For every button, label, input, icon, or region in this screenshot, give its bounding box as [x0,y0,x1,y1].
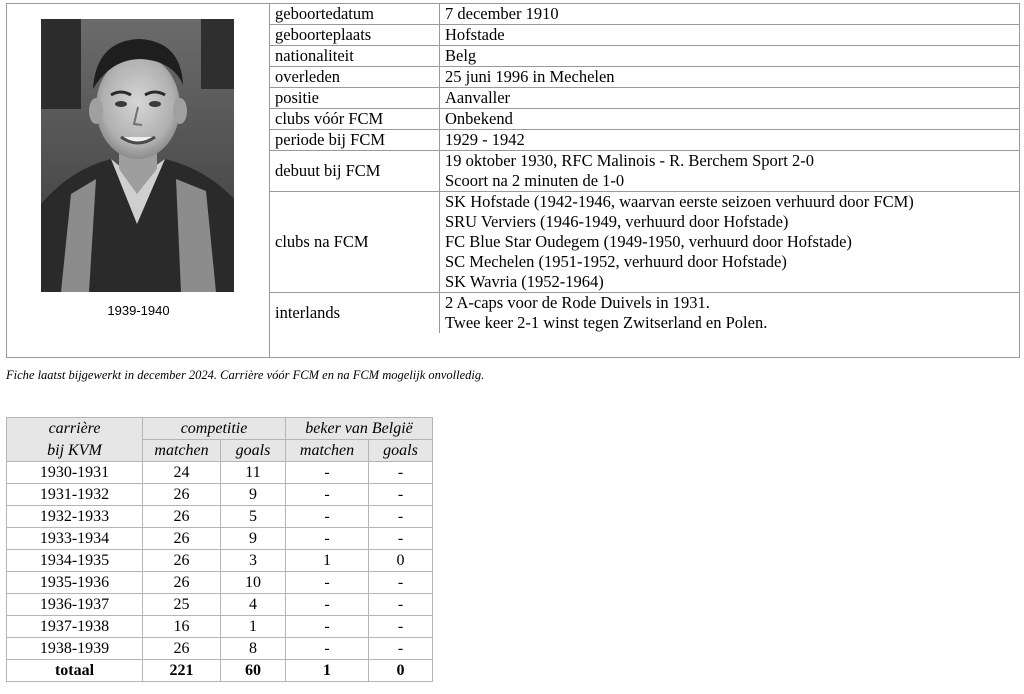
comp-matches-cell: 16 [143,616,221,638]
profile-row-label: clubs na FCM [270,192,440,293]
profile-info-table [270,4,1019,333]
season-cell: 1938-1939 [7,638,143,660]
cup-matches-cell: - [286,594,369,616]
profile-row-label: nationaliteit [270,46,440,67]
comp-goals-cell: 4 [221,594,286,616]
comp-matches-cell: 26 [143,506,221,528]
comp-matches-cell: 24 [143,462,221,484]
profile-row [270,88,1019,109]
profile-value-line: 25 juni 1996 in Mechelen [445,67,615,86]
career-row [7,528,433,550]
player-profile-card [6,3,1020,358]
season-cell: 1930-1931 [7,462,143,484]
profile-value-line: Onbekend [445,109,513,128]
comp-matches-cell: 26 [143,572,221,594]
profile-row-value [440,130,1020,151]
profile-row-label: periode bij FCM [270,130,440,151]
season-cell: 1937-1938 [7,616,143,638]
cup-goals-cell: - [369,638,433,660]
cup-matches-cell: - [286,638,369,660]
profile-row-value [440,67,1020,88]
profile-value-line: SK Wavria (1952-1964) [445,272,604,291]
career-row [7,616,433,638]
profile-value-line: SC Mechelen (1951-1952, verhuurd door Hofstade) [445,252,787,271]
profile-value-line: Belg [445,46,477,65]
cup-matches-cell: - [286,506,369,528]
profile-row-label: geboortedatum [270,4,440,25]
profile-row-label: debuut bij FCM [270,151,440,192]
comp-goals-cell: 1 [221,616,286,638]
season-cell: 1931-1932 [7,484,143,506]
profile-value-line: SRU Verviers (1946-1949, verhuurd door Hofstade) [445,212,789,231]
photo-caption: 1939-1940 [107,303,170,318]
header-competition: competitie [143,418,286,440]
cup-goals-cell: - [369,484,433,506]
profile-row [270,46,1019,67]
career-row [7,462,433,484]
total-comp-matches: 221 [143,660,221,682]
cup-goals-cell: - [369,528,433,550]
profile-row-value [440,109,1020,130]
profile-value-line: Aanvaller [445,88,511,107]
cup-goals-cell: - [369,616,433,638]
career-row [7,594,433,616]
cup-goals-cell: 0 [369,550,433,572]
profile-row-value [440,46,1020,67]
comp-matches-cell: 26 [143,528,221,550]
comp-goals-cell: 10 [221,572,286,594]
profile-row [270,4,1019,25]
profile-row-value [440,25,1020,46]
cup-matches-cell: - [286,616,369,638]
cup-goals-cell: - [369,462,433,484]
player-portrait-image [41,19,234,292]
comp-goals-cell: 8 [221,638,286,660]
profile-value-line: 1929 - 1942 [445,130,525,149]
season-cell: 1936-1937 [7,594,143,616]
profile-row-value [440,192,1020,293]
season-cell: 1935-1936 [7,572,143,594]
profile-value-line: 19 oktober 1930, RFC Malinois - R. Berchem Sport 2-0 [445,151,814,170]
profile-value-line: Scoort na 2 minuten de 1-0 [445,171,625,190]
profile-row [270,293,1019,334]
total-cup-goals: 0 [369,660,433,682]
profile-value-line: SK Hofstade (1942-1946, waarvan eerste seizoen verhuurd door FCM) [445,192,914,211]
header-cup-matches: matchen [286,440,369,462]
profile-row-value [440,151,1020,192]
total-comp-goals: 60 [221,660,286,682]
profile-row-label: overleden [270,67,440,88]
career-row [7,572,433,594]
career-stats-table [6,417,433,682]
comp-matches-cell: 25 [143,594,221,616]
comp-goals-cell: 5 [221,506,286,528]
profile-value-line: Twee keer 2-1 winst tegen Zwitserland en Polen. [445,313,768,332]
career-row [7,550,433,572]
profile-row-label: interlands [270,293,440,334]
cup-matches-cell: - [286,462,369,484]
cup-goals-cell: - [369,572,433,594]
profile-row [270,25,1019,46]
profile-row-label: clubs vóór FCM [270,109,440,130]
comp-goals-cell: 11 [221,462,286,484]
season-cell: 1934-1935 [7,550,143,572]
cup-matches-cell: - [286,484,369,506]
comp-matches-cell: 26 [143,638,221,660]
total-cup-matches: 1 [286,660,369,682]
update-footnote: Fiche laatst bijgewerkt in december 2024. Carrière vóór FCM en na FCM mogelijk onvolledig. [6,368,485,382]
profile-value-line: 7 december 1910 [445,4,559,23]
photo-cell [7,4,270,357]
profile-value-line: Hofstade [445,25,505,44]
total-label: totaal [7,660,143,682]
total-row [7,660,433,682]
profile-row [270,109,1019,130]
profile-row-value [440,293,1020,334]
season-cell: 1933-1934 [7,528,143,550]
header-comp-matches: matchen [143,440,221,462]
cup-matches-cell: - [286,528,369,550]
header-comp-goals: goals [221,440,286,462]
comp-matches-cell: 26 [143,550,221,572]
header-season-line1: carrière [7,418,143,440]
header-cup: beker van België [286,418,433,440]
cup-matches-cell: - [286,572,369,594]
profile-row [270,151,1019,192]
cup-goals-cell: - [369,594,433,616]
comp-matches-cell: 26 [143,484,221,506]
profile-row-label: geboorteplaats [270,25,440,46]
season-cell: 1932-1933 [7,506,143,528]
header-cup-goals: goals [369,440,433,462]
comp-goals-cell: 9 [221,484,286,506]
profile-value-line: FC Blue Star Oudegem (1949-1950, verhuurd door Hofstade) [445,232,852,251]
header-season-line2: bij KVM [7,440,143,462]
profile-value-line: 2 A-caps voor de Rode Duivels in 1931. [445,293,710,312]
comp-goals-cell: 9 [221,528,286,550]
profile-row [270,130,1019,151]
career-row [7,638,433,660]
profile-row [270,192,1019,293]
profile-row-value [440,88,1020,109]
cup-matches-cell: 1 [286,550,369,572]
career-row [7,506,433,528]
career-row [7,484,433,506]
player-photo [41,19,234,292]
profile-row-value [440,4,1020,25]
cup-goals-cell: - [369,506,433,528]
comp-goals-cell: 3 [221,550,286,572]
profile-row-label: positie [270,88,440,109]
profile-row [270,67,1019,88]
